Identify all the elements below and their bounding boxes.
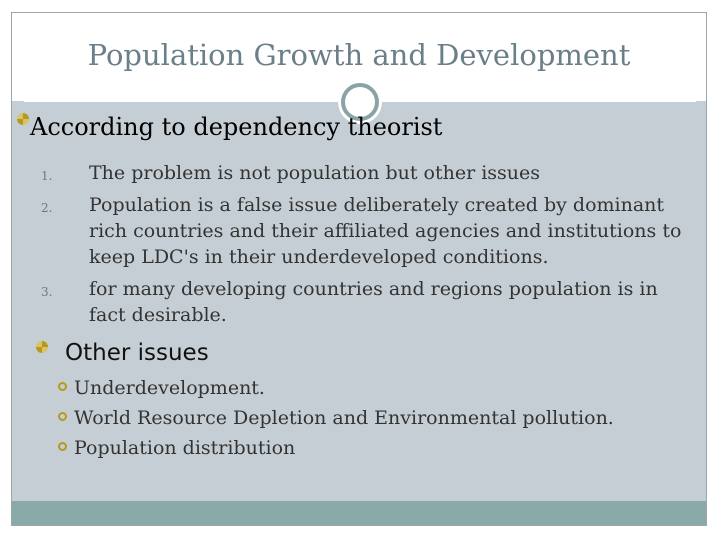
list-text: The problem is not population but other issues (89, 162, 541, 184)
heading-other-issues (65, 338, 209, 368)
list-text: Underdevelopment. (74, 377, 265, 399)
list-text: for many developing countries and regions population is in fact desirable. (89, 278, 658, 326)
list-number: 3. (41, 285, 53, 299)
list-item (30, 192, 690, 270)
ring-bullet-icon (58, 412, 67, 421)
list-number: 2. (41, 201, 53, 215)
list-item (74, 433, 614, 463)
list-item (30, 160, 690, 186)
ring-bullet-icon (58, 382, 67, 391)
sub-list (74, 373, 614, 463)
pinwheel-bullet-icon (16, 112, 30, 126)
heading-dependency-theorist (30, 112, 442, 142)
list-number: 1. (41, 169, 53, 183)
list-item (74, 373, 614, 403)
list-text: Population distribution (74, 437, 296, 459)
pinwheel-bullet-icon (35, 340, 49, 354)
heading-text: According to dependency theorist (30, 113, 443, 141)
list-text: World Resource Depletion and Environmental pollution. (74, 407, 614, 429)
numbered-list (30, 160, 690, 334)
list-item (30, 276, 690, 328)
ring-bullet-icon (58, 442, 67, 451)
slide-title: Population Growth and Development (87, 38, 631, 72)
footer-bar (12, 501, 706, 525)
list-text: Population is a false issue deliberately created by dominant rich countries and their affiliated agencies and institutions to keep LDC's in their underdeveloped conditions. (89, 194, 682, 268)
list-item (74, 403, 614, 433)
heading-text: Other issues (65, 340, 209, 366)
